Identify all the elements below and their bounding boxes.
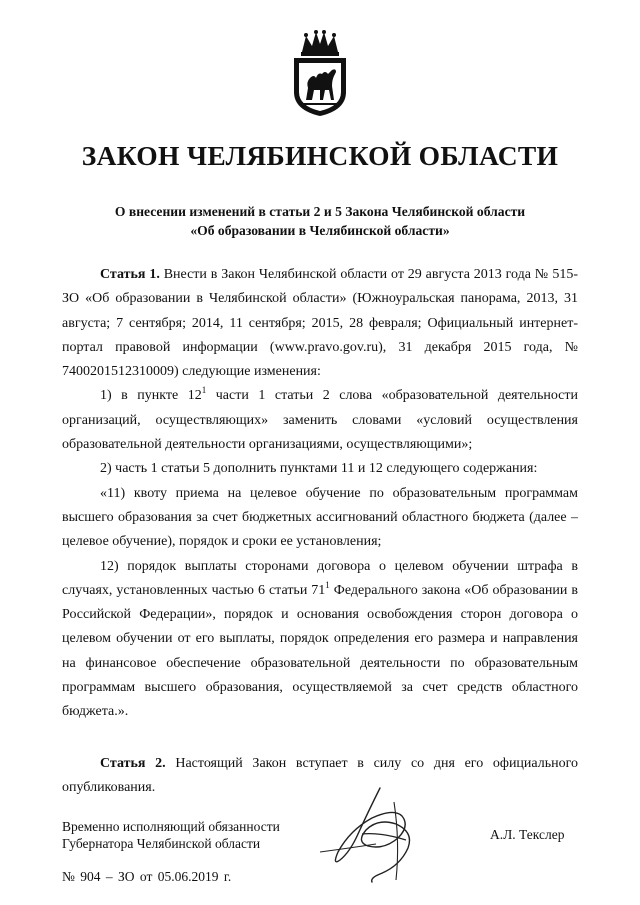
point-12-text-a: 12) порядок выплаты сторонами договора о целевом обучении штрафа в случаях, установленных частью 6 статьи 71 xyxy=(62,558,578,598)
article-2-label: Статья 2. xyxy=(100,755,166,771)
position-line-2: Губернатора Челябинской области xyxy=(62,836,261,851)
subtitle-line-1: О внесении изменений в статьи 2 и 5 Закона Челябинской области xyxy=(114,204,526,219)
signatory-position xyxy=(62,818,280,852)
document-number: № 904 – ЗО от 05.06.2019 г. xyxy=(62,869,232,884)
article-2-text: Настоящий Закон вступает в силу со дня его официального опубликования. xyxy=(62,755,579,795)
document-subtitle xyxy=(60,202,580,240)
handwritten-signature xyxy=(310,782,430,887)
document-body xyxy=(62,263,578,800)
subtitle-line-2: «Об образовании в Челябинской области» xyxy=(190,223,450,238)
article-1-item-2: 2) часть 1 статьи 5 дополнить пунктами 11 и 12 следующего содержания: xyxy=(100,461,538,477)
point-12-text-b: Федерального закона «Об образовании в Российской Федерации», порядок и основания освобождения сторон договора о целевом обучении от его выплаты, порядок определения его размера и направления на финансовое обеспечение образовательной деятельности по образовательным программам высшего образования, осуществляемой за счет средств областного бюджета.». xyxy=(62,582,578,720)
item-1-text-a: 1) в пункте 12 xyxy=(100,388,202,404)
article-1-point-11: «11) квоту приема на целевое обучение по образовательным программам высшего образования за счет бюджетных ассигнований областного бюджета (далее – целевое обучение), порядок и сроки ее установления; xyxy=(62,485,578,550)
item-1-text-b: части 1 статьи 2 слова «образовательной деятельности организаций, осуществляющих» заменить словами «условий осуществления образовательной деятельности организациями, осуществляющими»; xyxy=(62,388,578,453)
document-title: ЗАКОН ЧЕЛЯБИНСКОЙ ОБЛАСТИ xyxy=(81,140,559,171)
signatory-name: А.Л. Текслер xyxy=(490,827,565,842)
article-1-item-1 xyxy=(62,384,578,457)
point-12-superscript: 1 xyxy=(325,579,330,590)
article-1-text: Внести в Закон Челябинской области от 29 августа 2013 года № 515-ЗО «Об образовании в Челябинской области» (Южноуральская панорама, 2013, 31 августа; 7 сентября; 2014, 11 сентября; 2015, 28 февраля; Официальный интернет-портал правовой информации (www.pravo.gov.ru), 31 декабря 2015 года, № 7400201512310009) следующие изменения: xyxy=(62,267,579,380)
chelyabinsk-coat-of-arms-icon xyxy=(288,30,352,116)
item-1-superscript: 1 xyxy=(201,385,207,396)
article-1-label: Статья 1. xyxy=(100,267,160,282)
position-line-1: Временно исполняющий обязанности xyxy=(62,819,280,834)
article-1-intro xyxy=(62,263,578,384)
article-1-point-12 xyxy=(62,555,578,725)
